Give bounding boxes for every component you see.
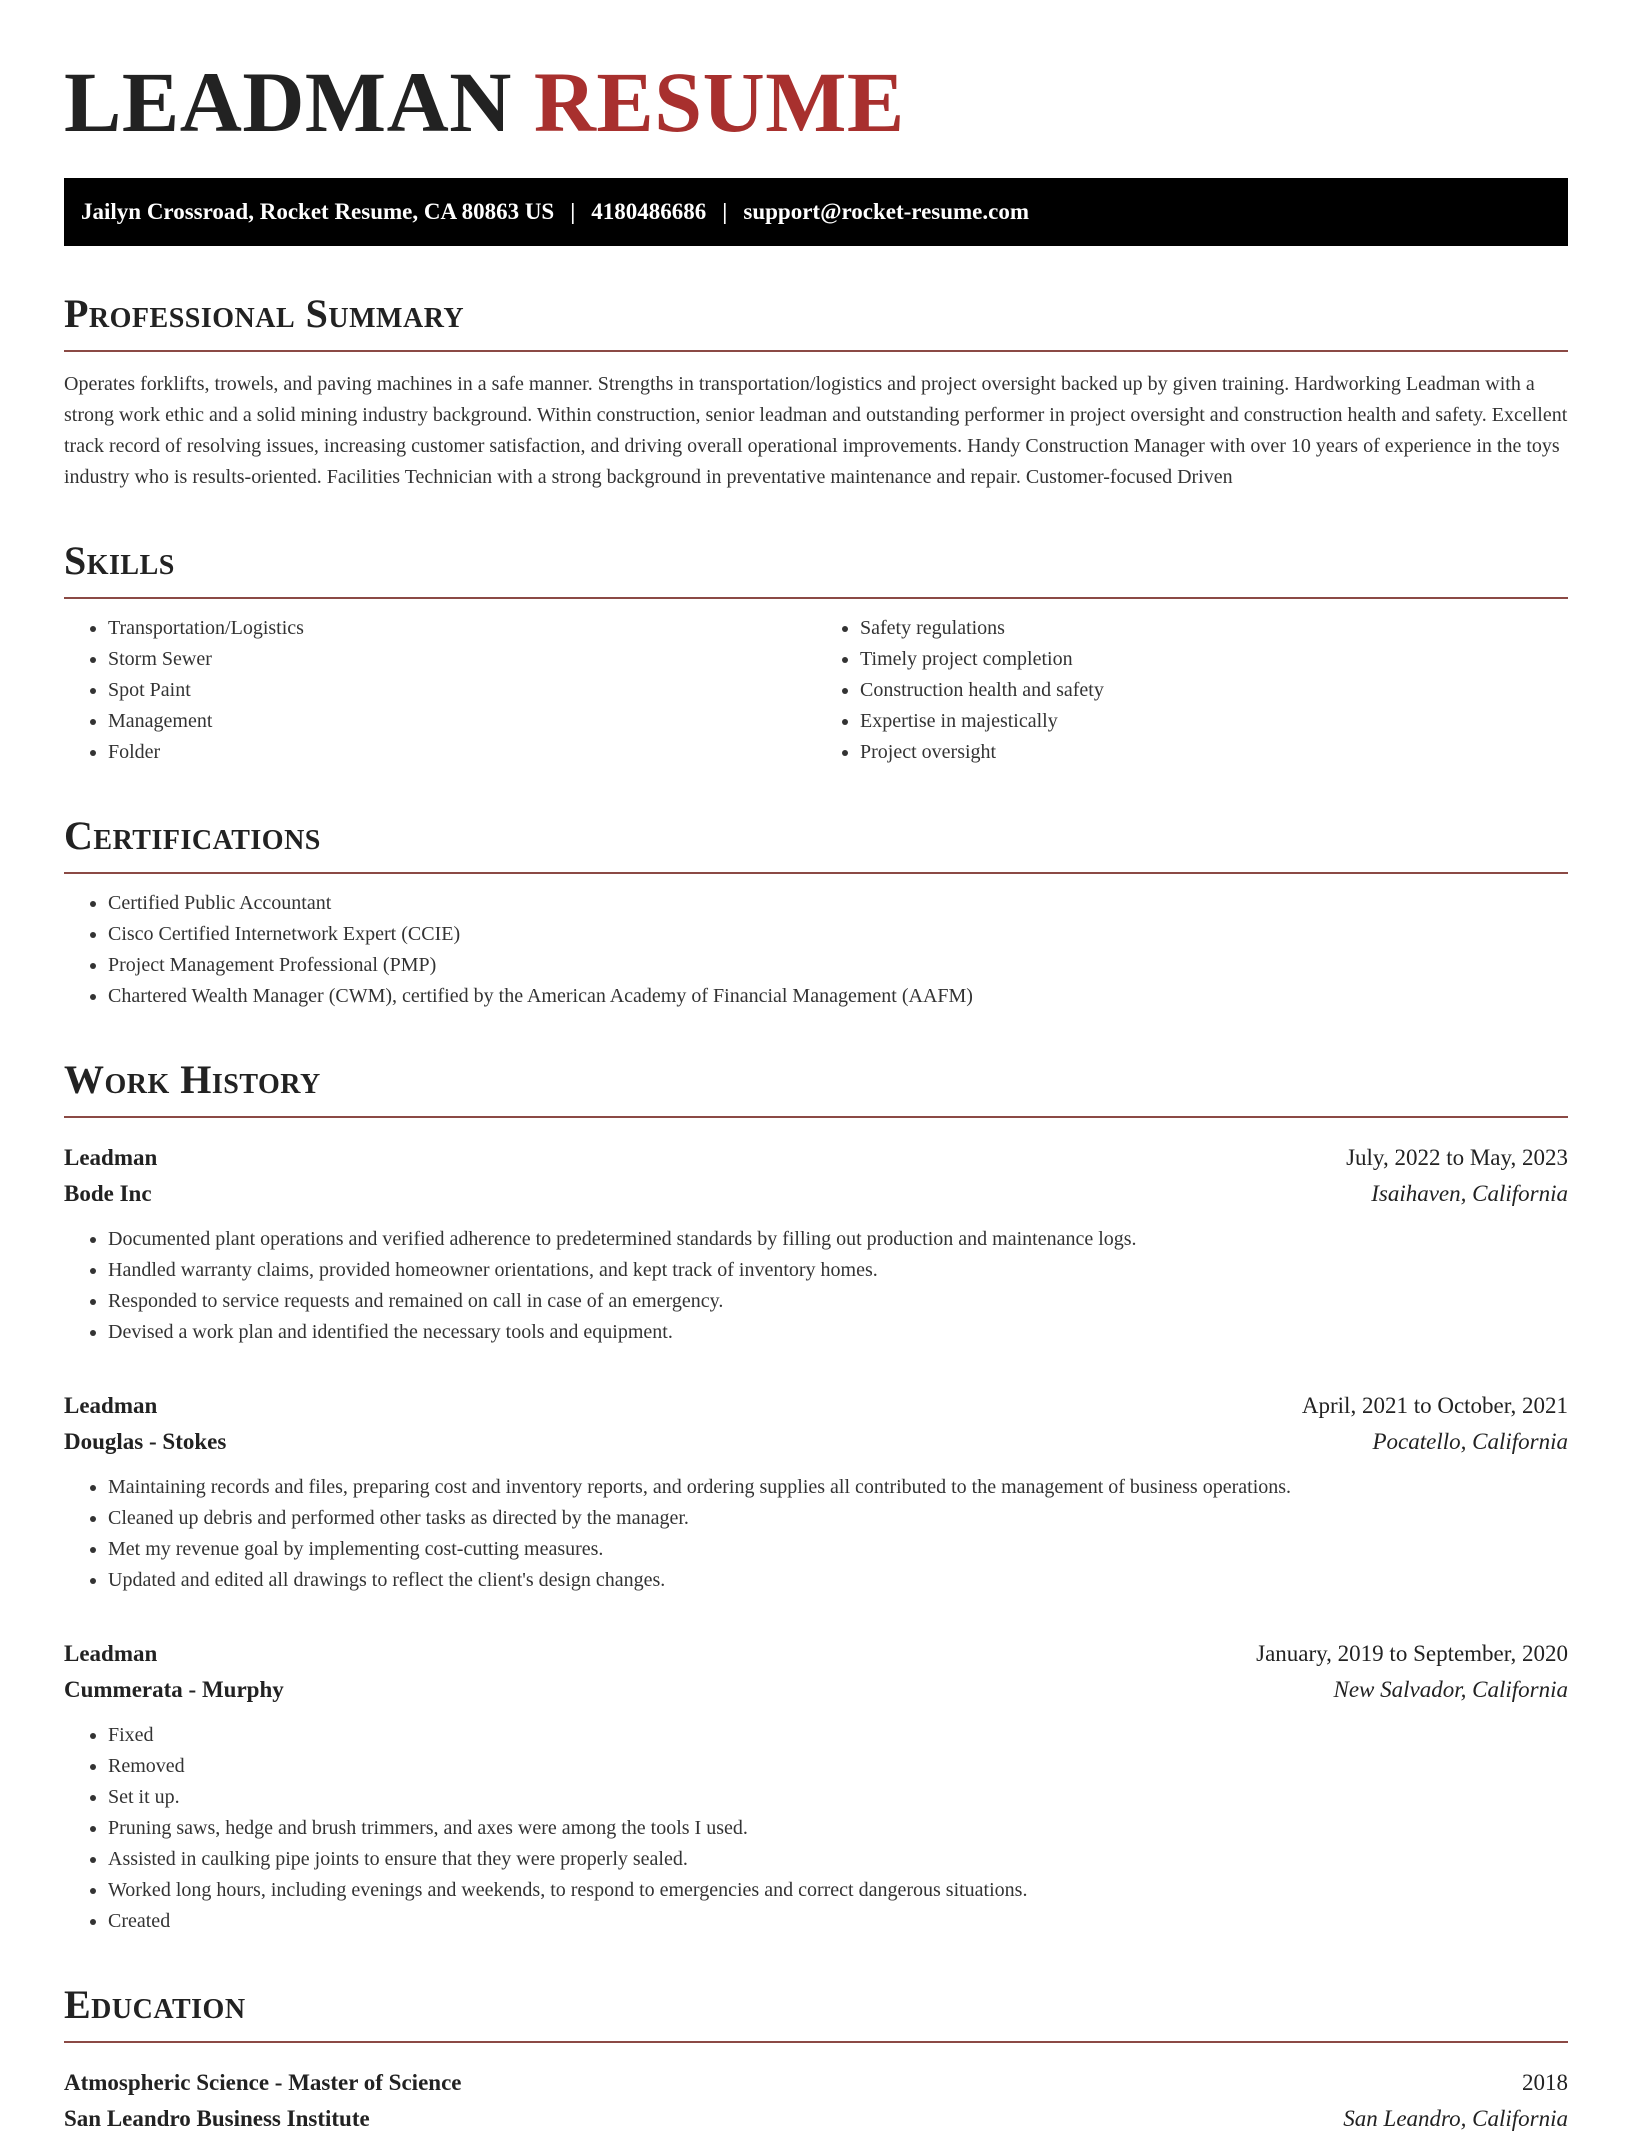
certifications-list bbox=[64, 888, 1568, 1012]
skill-item: • Storm Sewer bbox=[108, 644, 816, 675]
job-bullet: • Updated and edited all drawings to reflect the client's design changes. bbox=[108, 1565, 1568, 1596]
skill-item: • Transportation/Logistics bbox=[108, 613, 816, 644]
contact-email: support@rocket-resume.com bbox=[743, 199, 1030, 224]
name-first: LEADMAN bbox=[64, 54, 512, 150]
resume-name-heading bbox=[64, 0, 1568, 148]
skills-title: Skills bbox=[64, 539, 1568, 599]
certifications-section bbox=[64, 814, 1568, 1012]
job-bullet: • Maintaining records and files, preparing cost and inventory reports, and ordering supplies all contributed to the management of business operations. bbox=[108, 1472, 1568, 1503]
certification-item: • Cisco Certified Internetwork Expert (CCIE) bbox=[108, 919, 1568, 950]
job-title: Leadman bbox=[64, 1145, 158, 1170]
education-title: Education bbox=[64, 1983, 1568, 2043]
work-history-title: Work History bbox=[64, 1058, 1568, 1118]
skill-item: • Project oversight bbox=[860, 737, 1568, 768]
contact-bar bbox=[64, 178, 1568, 246]
job-bullet: • Met my revenue goal by implementing cost-cutting measures. bbox=[108, 1534, 1568, 1565]
job-company: Douglas - Stokes bbox=[64, 1429, 227, 1454]
job-bullet: • Fixed bbox=[108, 1720, 1568, 1751]
skill-item: • Construction health and safety bbox=[860, 675, 1568, 706]
contact-address: Jailyn Crossroad, Rocket Resume, CA 80863 US bbox=[81, 199, 555, 224]
job-entry bbox=[64, 1388, 1568, 1596]
skill-item: • Expertise in majestically bbox=[860, 706, 1568, 737]
skill-item: • Timely project completion bbox=[860, 644, 1568, 675]
job-bullet: • Documented plant operations and verified adherence to predetermined standards by filling out production and maintenance logs. bbox=[108, 1224, 1568, 1255]
education-entry bbox=[64, 2065, 1568, 2137]
certification-item: • Project Management Professional (PMP) bbox=[108, 950, 1568, 981]
summary-section bbox=[64, 292, 1568, 493]
contact-phone: 4180486686 bbox=[591, 199, 707, 224]
education-school: San Leandro Business Institute bbox=[64, 2106, 370, 2131]
job-bullets bbox=[64, 1720, 1568, 1937]
job-bullets bbox=[64, 1472, 1568, 1596]
skill-item: • Folder bbox=[108, 737, 816, 768]
job-entry bbox=[64, 1140, 1568, 1348]
education-location: San Leandro, California bbox=[1343, 2106, 1568, 2131]
work-history-section bbox=[64, 1058, 1568, 1937]
job-bullet: • Cleaned up debris and performed other tasks as directed by the manager. bbox=[108, 1503, 1568, 1534]
job-bullets bbox=[64, 1224, 1568, 1348]
skill-item: • Management bbox=[108, 706, 816, 737]
education-year: 2018 bbox=[1522, 2070, 1568, 2095]
name-last: RESUME bbox=[533, 54, 905, 150]
skills-list-left bbox=[64, 613, 816, 768]
job-bullet: • Set it up. bbox=[108, 1782, 1568, 1813]
job-location: Pocatello, California bbox=[1372, 1429, 1568, 1454]
job-company: Cummerata - Murphy bbox=[64, 1677, 284, 1702]
job-location: Isaihaven, California bbox=[1371, 1181, 1568, 1206]
certifications-title: Certifications bbox=[64, 814, 1568, 874]
job-company: Bode Inc bbox=[64, 1181, 152, 1206]
job-dates: January, 2019 to September, 2020 bbox=[1256, 1641, 1568, 1666]
skill-item: • Spot Paint bbox=[108, 675, 816, 706]
certification-item: • Certified Public Accountant bbox=[108, 888, 1568, 919]
summary-title: Professional Summary bbox=[64, 292, 1568, 352]
education-degree: Atmospheric Science - Master of Science bbox=[64, 2070, 462, 2095]
job-bullet: • Pruning saws, hedge and brush trimmers, and axes were among the tools I used. bbox=[108, 1813, 1568, 1844]
job-bullet: • Handled warranty claims, provided homeowner orientations, and kept track of inventory homes. bbox=[108, 1255, 1568, 1286]
job-bullet: • Devised a work plan and identified the necessary tools and equipment. bbox=[108, 1317, 1568, 1348]
job-bullet: • Worked long hours, including evenings and weekends, to respond to emergencies and correct dangerous situations. bbox=[108, 1875, 1568, 1906]
job-dates: April, 2021 to October, 2021 bbox=[1301, 1393, 1568, 1418]
job-bullet: • Removed bbox=[108, 1751, 1568, 1782]
job-bullet: • Responded to service requests and remained on call in case of an emergency. bbox=[108, 1286, 1568, 1317]
job-bullet: • Assisted in caulking pipe joints to ensure that they were properly sealed. bbox=[108, 1844, 1568, 1875]
contact-separator: | bbox=[570, 199, 576, 224]
job-location: New Salvador, California bbox=[1333, 1677, 1568, 1702]
contact-separator: | bbox=[722, 199, 728, 224]
certification-item: • Chartered Wealth Manager (CWM), certified by the American Academy of Financial Management (AAFM) bbox=[108, 981, 1568, 1012]
skill-item: • Safety regulations bbox=[860, 613, 1568, 644]
summary-text: Operates forklifts, trowels, and paving machines in a safe manner. Strengths in transportation/logistics and project oversight backed up by given training. Hardworking Leadman with a strong work ethic and a solid mining industry background. Within construction, senior leadman and outstanding performer in project oversight and construction health and safety. Excellent track record of resolving issues, increasing customer satisfaction, and driving overall operational improvements. Handy Construction Manager with over 10 years of experience in the toys industry who is results-oriented. Facilities Technician with a strong background in preventative maintenance and repair. Customer-focused Driven bbox=[64, 373, 1568, 488]
skills-section bbox=[64, 539, 1568, 768]
job-title: Leadman bbox=[64, 1641, 158, 1666]
job-dates: July, 2022 to May, 2023 bbox=[1346, 1145, 1568, 1170]
job-title: Leadman bbox=[64, 1393, 158, 1418]
job-entry bbox=[64, 1636, 1568, 1937]
education-section bbox=[64, 1983, 1568, 2137]
skills-list-right bbox=[816, 613, 1568, 768]
job-bullet: • Created bbox=[108, 1906, 1568, 1937]
skills-grid bbox=[64, 599, 1568, 768]
